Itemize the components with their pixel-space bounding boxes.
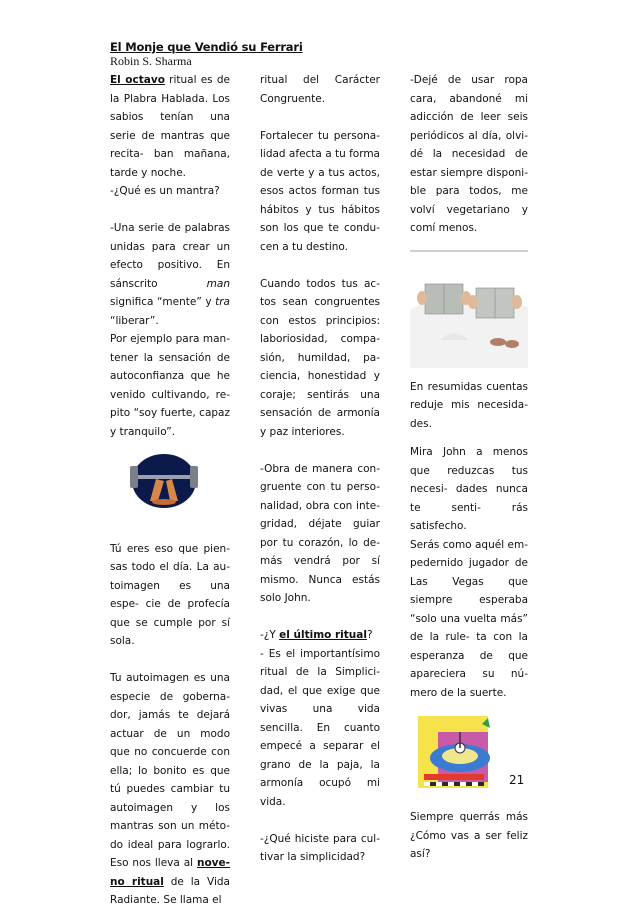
word-man: man [206,277,230,290]
paragraph-mantra-definition [110,219,230,330]
mantra-def-text-3: “liberar”. [110,314,159,327]
book-author: Robin S. Sharma [110,54,192,68]
column-2 [260,71,380,867]
noveno-ritual-highlight: nove- no ritual [110,857,230,888]
paragraph-self-image: Tú eres eso que pien- sas todo el día. La au- toimagen es una espe- cie de profecía que se cumple por sí sola. [110,542,230,647]
paragraph-integridad: -Obra de manera con- gruente con tu perso- nalidad, obra con inte- gridad, déjate guiar por tu corazón, lo de- más vendrá por sí mismo. Nunca estás solo John. [260,462,380,604]
page-number: 21 [509,773,525,787]
question-mantra: -¿Qué es un mantra? [110,185,220,197]
paragraph-octavo-ritual [110,71,230,182]
paragraph-example: Por ejemplo para man- tener la sensación de autoconfianza que he venido cultivando, re- pito “soy fuerte, capaz y tranquilo”. [110,333,230,438]
word-tra: tra [215,296,230,308]
newspaper-readers-photo [410,250,528,368]
ultimo-ritual-highlight: el último ritual [279,629,367,641]
mantra-def-text-2: significa “mente” y [110,296,216,308]
question-ultimo-ritual [260,626,380,645]
column-1 [110,71,230,910]
paragraph-autoimagen [110,669,230,910]
paragraph-simplicidad: - Es el importantísimo ritual de la Simplici- dad, el que exige que vivas una vida sencilla. En cuanto empecé a separar el grano de la paja, la armonía ocupó mi vida. [260,647,380,808]
paragraph-principios: Cuando todos tus ac- tos sean congruentes con estos principios: laboriosidad, compa- sión, humildad, pa- ciencia, honestidad y coraje; sentirás una sensación de armonía y paz interiores. [260,277,380,438]
question-prefix: -¿Y [260,629,280,641]
weightlifter-illustration [110,449,230,513]
autoimagen-text-2: de la Vida Radiante. Se llama el [110,875,230,906]
question-simplicidad: -¿Qué hiciste para cul- tivar la simplicidad? [260,832,380,863]
paragraph-jugador-vegas: Serás como aquél em- pedernido jugador de Las Vegas que siempre esperaba “solo una vuelta más” de la rule- ta con la esperanza de que apareciera su nú- mero de la suerte. [410,538,528,699]
paragraph-personalidad: Fortalecer tu persona- lidad afecta a tu forma de verte y a tus actos, esos actos forman tus hábitos y tus hábitos son los que te condu- cen a tu destino. [260,129,380,253]
paragraph-necesidades: Mira John a menos que reduzcas tus necesi- dades nunca te senti- rás satisfecho. [410,446,528,532]
paragraph-siempre-mas: Siempre querrás más ¿Cómo vas a ser feliz así? [410,811,528,860]
mantra-def-text: -Una serie de palabras unidas para crear un efecto positivo. En sánscrito [110,222,230,290]
book-title: El Monje que Vendió su Ferrari [110,40,303,54]
paragraph-caracter: ritual del Carácter Congruente. [260,74,380,105]
question-suffix: ? [366,629,373,641]
octavo-ritual-text: ritual es de la Plabra Hablada. Los sabios tenían una serie de mantras que recita- ban mañana, tarde y noche. [110,74,230,179]
octavo-ritual-heading: El octavo [110,74,165,86]
paragraph-deje-ropa: -Dejé de usar ropa cara, abandoné mi adicción de leer seis periódicos al día, olvi- dé la necesidad de estar siempre disponi- ble para todos, me volví vegetariano y comí menos. [410,74,528,234]
paragraph-resumidas: En resumidas cuentas reduje mis necesida- des. [410,380,528,430]
autoimagen-text: Tu autoimagen es una especie de goberna- dor, jamás te dejará actuar de un modo que no concuerde con ella; lo bonito es que tú puedes cambiar tu autoimagen y los mantras son un méto- do ideal para lograrlo. Eso nos lleva al [110,672,230,869]
column-3 [410,71,528,864]
